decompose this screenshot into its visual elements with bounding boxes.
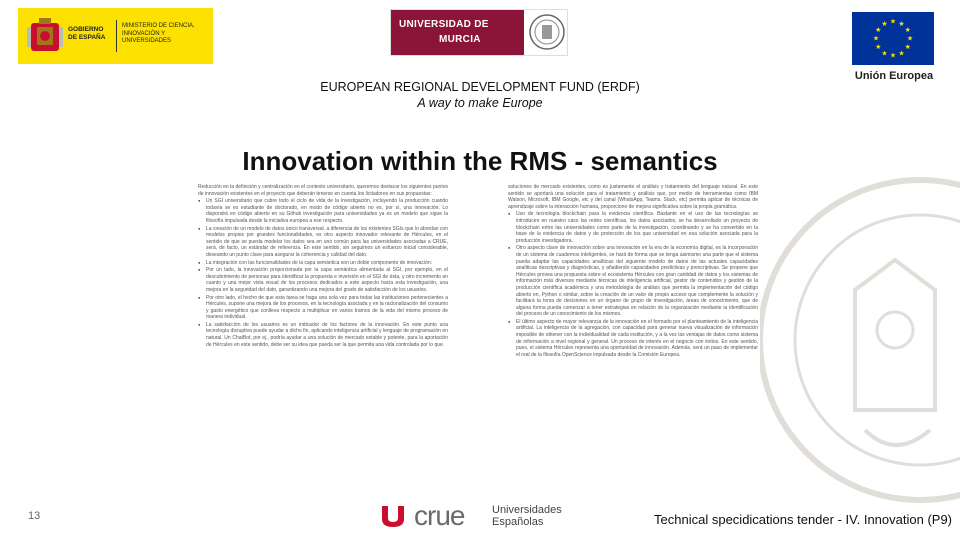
- page-number: 13: [28, 510, 41, 522]
- eu-label: Unión Europea: [854, 70, 934, 82]
- coat-of-arms-icon: [27, 17, 63, 55]
- document-bullet: ● La satisfacción de los usuarios es un indicador de los factores de la innovación. En este punto una tecnología disruptiva puede ayudar a dicho fin, aplicando inteligencia artificial y lenguaje de programación en natural. Un ChatBot, por ej., podría ayudar a una solución de mercado estable y potente, para la aportación de Hércules en este sentido, debe ser su idea que pueda ser la que permita una vida controlada por lo que.: [198, 322, 448, 348]
- crue-icon: [380, 504, 406, 528]
- document-bullet: ● La integración con las funcionalidades de la capa semántica son un doble componente de innovación:: [198, 260, 448, 267]
- footer-text: Technical specidications tender - IV. Innovation (P9): [654, 512, 952, 527]
- crue-subtitle-line1: Universidades: [492, 504, 562, 516]
- universidad-red-panel: [391, 10, 524, 55]
- eu-star-icon: ★: [906, 34, 914, 43]
- slide-title: Innovation within the RMS - semantics: [242, 146, 718, 176]
- eu-star-icon: ★: [875, 43, 882, 52]
- universidad-name-line2: MURCIA: [439, 34, 481, 45]
- university-seal-icon: [528, 13, 566, 51]
- crue-subtitle-line2: Españolas: [492, 516, 544, 528]
- eu-star-icon: ★: [872, 34, 880, 43]
- gobierno-logo: [18, 8, 213, 64]
- document-bullet: ● Uso de tecnología blockchain para la evidencia científica. Bastante en el uso de las tecnologías se introducen en nuestro caso las redes científicas, los datos asociados, se ha desarrollado un proyecto de blockchain entre las universidades como parte de la investigación, coordinando y se ha convertido en la base de la evidencia de datos y de protección de los que universidad en esa solución asociada para la producción investigadora.: [508, 211, 758, 244]
- eu-star-icon: ★: [904, 26, 911, 35]
- erdf-title: EUROPEAN REGIONAL DEVELOPMENT FUND (ERDF): [320, 80, 640, 94]
- watermark-seal-icon: [745, 170, 960, 510]
- document-left-column: [198, 184, 448, 349]
- document-bullet: ● El último aspecto de mayor relevancia de la innovación en el formado por el planteamiento de la inteligencia artificial. La inteligencia de la agregación, con capacidad para generar nueva visualización de información imposible de obtener con la individualidad de cada institución, y a la vez las ventajas de datos como sistema de información a nivel regional y general. Un proceso de interés en el negocio con éxitos. En este sentido, pues, el sistema Hércules representa una oportunidad de innovación. Además, será un paso de implementar el real de la filosofía OpenScience impulsada desde la Comisión Europea.: [508, 319, 758, 359]
- document-bullet: ● Por un lado, la innovación proporcionada por la capa semántica alimentada al SGI, por ejemplo, en el descubrimiento de personas para identificar la propuesta e inversión en el SGI de ésta, y otro incremento en cuanto y una mejor vista visual de los procesos dedicados a este aspecto hacia esta investigación, una mejora en la seguridad del dato, garantizando una mejora del grado de satisfacción de los usuarios.: [198, 267, 448, 293]
- document-paragraph: soluciones de mercado existentes, como es justamente el análisis y tratamiento del lenguaje natural. En este sentido se aportará una solución para el tratamiento y análisis que, por medio de herramientas como IBM Watson, Microsoft, IBM Google, etc y del canal (WhatsApp, Teams, Slack, etc) permita aplicar de técnicas de aprendizaje sobre la interacción humana, proporcione de mejora significativa sobre la propia gramática.: [508, 184, 758, 210]
- eu-star-icon: ★: [898, 19, 905, 28]
- document-right-column: [508, 184, 758, 359]
- eu-star-icon: ★: [904, 43, 911, 52]
- eu-star-icon: ★: [881, 49, 888, 58]
- gobierno-text: GOBIERNO DE ESPAÑA: [68, 26, 106, 41]
- document-bullet: ● Otro aspecto clave de innovación sobre una innovación en la era de la economía digital, es la incorporación de un sistema de cuadernos inteligentes, se hará de forma que se tenga asimismo una parte que el sistema pueda adaptar las capacidades analíticas del siguiente modelo de datos de las actuales capacidades analíticas descriptivas y diagnósticas, y añadiendo capacidades predictivas y prescriptivas. Se propone que Hércules provea una propuesta sobre el ecosistema Hércules con gran cantidad de datos y los sistemas de información más diversos mediante técnicas de inteligencia artificial, gestor de contenidos y gestión de la producción científica académica y una metodología de análisis que permita la implementación del código abierto en, Python o similar, sobre la creación de un valor de propio acceso que complemente la solución y facilitará la toma de decisiones en un órgano de grupo de investigación, áreas de conocimiento, que de alguna forma pueda comenzar a tener estrategias en relación de la organización mediante la identificación del proceso de un conocimiento de los mismos.: [508, 245, 758, 318]
- crue-logo: [380, 500, 570, 534]
- crue-wordmark: crue: [414, 500, 465, 531]
- eu-star-icon: ★: [898, 49, 905, 58]
- universidad-name-line1: UNIVERSIDAD DE: [399, 19, 489, 30]
- document-paragraph: Reducción en la definición y centralización en el contexto universitario, queremos destacar los siguientes puntos de innovación existentes en el proyecto que deberán tenerse en cuenta los licitadores en sus propuestas:: [198, 184, 448, 197]
- ministerio-text: MINISTERIO DE CIENCIA, INNOVACIÓN Y UNIVERSIDADES: [122, 23, 195, 44]
- eu-star-icon: ★: [875, 26, 882, 35]
- document-bullet: ● Por otro lado, el hecho de que esta tarea se haga una sola vez para todas las instituciones pertenecientes a Hércules, supone una mejora de los procesos, en la tecnología asociada y en la racionalización del consumo y gasto energético que conlleva respecto a multiplicar en varios tramos de la vida del mismo proceso de manera individual.: [198, 295, 448, 321]
- universidad-murcia-logo: [390, 9, 568, 56]
- eu-star-icon: ★: [889, 17, 897, 26]
- document-bullet: ● La creación de un modelo de datos único transversal, a diferencia de los existentes SGIs que lo abordan con modelos propios por grandes funcionalidades, es otro aspecto innovador relevante de Hércules, en el sentido de que se pueda modelar los datos sea en uno común para las universidades asociadas a CRUE, será, de facto, un estándar de referencia. En este sentido, sin seguimos un esfuerzo inicial considerable, deseando un punto clave para asegurar la coherencia y calidad del dato.: [198, 226, 448, 259]
- eu-star-icon: ★: [889, 51, 897, 60]
- eu-star-icon: ★: [881, 19, 888, 28]
- logo-divider: [116, 20, 117, 52]
- document-bullet: ● Un SGI universitario que cubre todo el ciclo de vida de la investigación, incluyendo la producción cuando todavía se es estudiante de doctorado, en modo de código abierto no es, por sí, una innovación. Lo dispondrá en código abierto en su Github investigación para universidades ya es un modelo que sigue la filosofía impulsada desde la iniciativa europea a ese respecto.: [198, 198, 448, 224]
- eu-flag-icon: [852, 12, 934, 65]
- document-excerpt: [190, 180, 760, 472]
- erdf-subtitle: A way to make Europe: [417, 96, 543, 110]
